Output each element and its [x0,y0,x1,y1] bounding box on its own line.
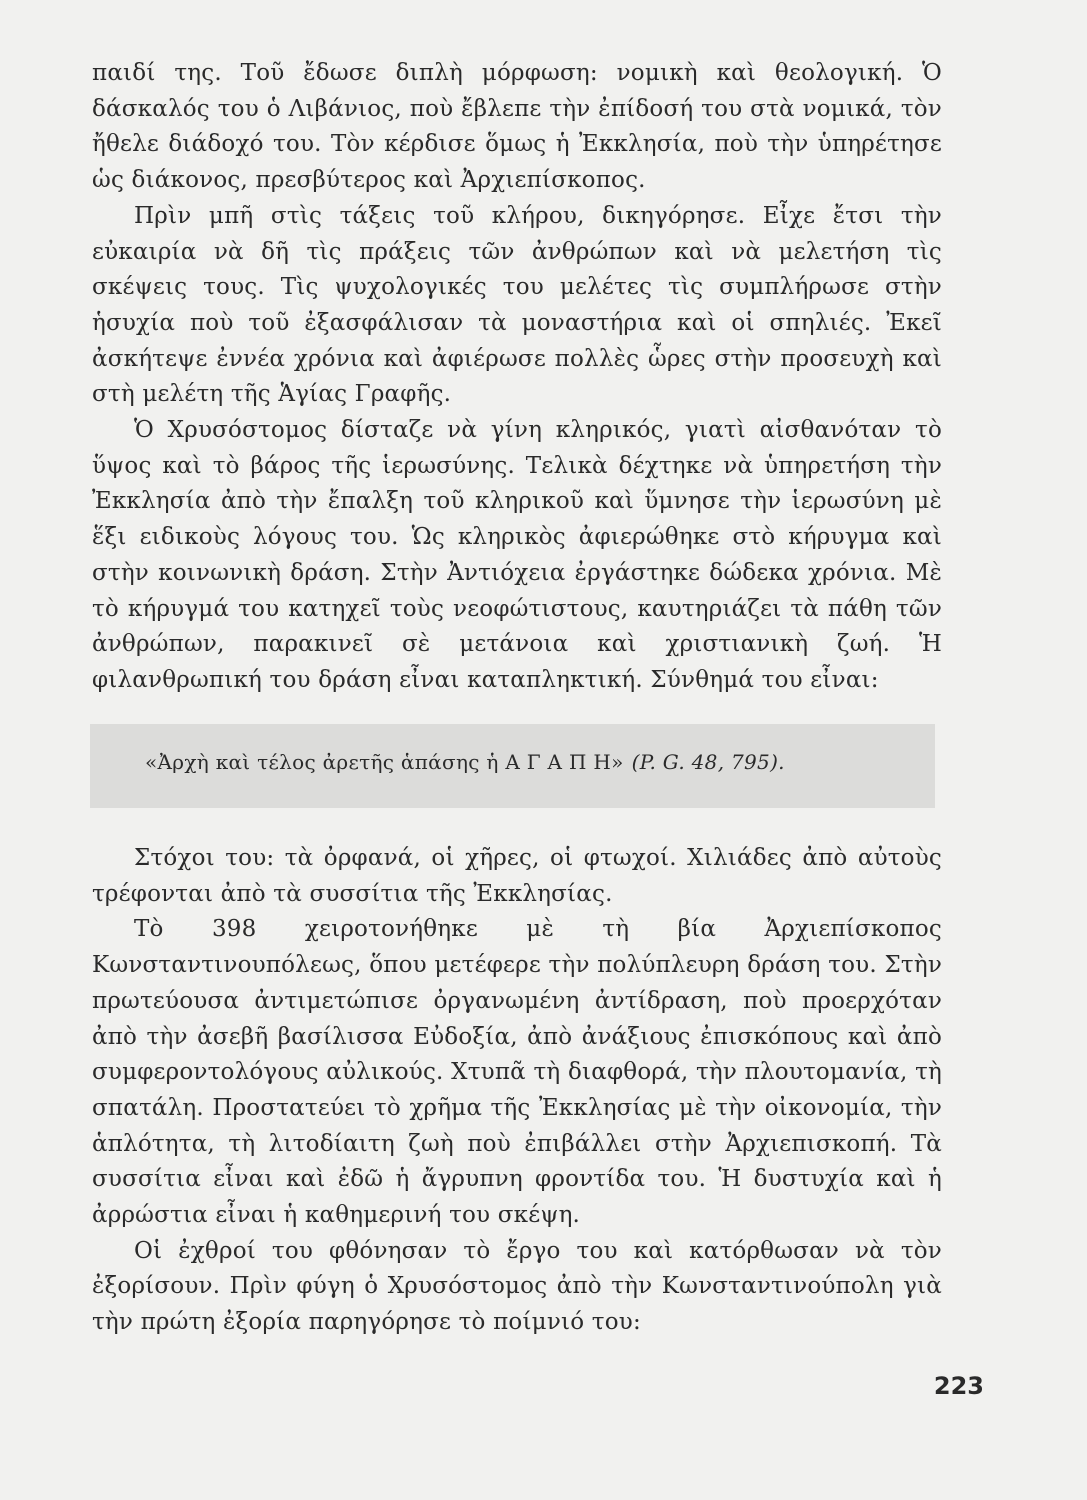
paragraph: Ὁ Χρυσόστομος δίσταζε νὰ γίνη κληρικός, γιατὶ αἰσθανόταν τὸ ὕψος καὶ τὸ βάρος τῆς ἱερωσύνης. Τελικὰ δέχτηκε νὰ ὑπηρετήση τὴν Ἐκκλησία ἀπὸ τὴν ἔπαλξη τοῦ κληρικοῦ καὶ ὕμνησε τὴν ἱερωσύνη μὲ ἕξι ειδικοὺς λόγους του. Ὡς κληρικὸς ἀφιερώθηκε στὸ κήρυγμα καὶ στὴν κοινωνικὴ δράση. Στὴν Ἀντιόχεια ἐργάστηκε δώδεκα χρόνια. Μὲ τὸ κήρυγμά του κατηχεῖ τοὺς νεοφώτιστους, καυτηριάζει τὰ πάθη τῶν ἀνθρώπων, παρακινεῖ σὲ μετάνοια καὶ χριστιανικὴ ζωή. Ἡ φιλανθρωπική του δράση εἶναι καταπληκτική. Σύνθημά του εἶναι: [92,417,942,693]
paragraph: Πρὶν μπῆ στὶς τάξεις τοῦ κλήρου, δικηγόρησε. Εἶχε ἔτσι τὴν εὐκαιρία νὰ δῆ τὶς πράξεις τῶν ἀνθρώπων καὶ νὰ μελετήση τὶς σκέψεις τους. Τὶς ψυχολογικές του μελέτες τὶς συμπλήρωσε στὴν ἡσυχία ποὺ τοῦ ἐξασφάλισαν τὰ μοναστήρια καὶ οἱ σπηλιές. Ἐκεῖ ἀσκήτεψε ἐννέα χρόνια καὶ ἀφιέρωσε πολλὲς ὧρες στὴν προσευχὴ καὶ στὴ μελέτη τῆς Ἁγίας Γραφῆς. [92,202,942,408]
text-block-top [92,56,942,699]
paragraph: Στόχοι του: τὰ ὀρφανά, οἱ χῆρες, οἱ φτωχοί. Χιλιάδες ἀπὸ αὐτοὺς τρέφονται ἀπὸ τὰ συσσίτια τῆς Ἐκκλησίας. [92,845,942,907]
text-block-bottom [92,841,942,1341]
page-number: 223 [933,1372,984,1400]
motto-quote [145,747,785,777]
paragraph: Οἱ ἐχθροί του φθόνησαν τὸ ἔργο του καὶ κατόρθωσαν νὰ τὸν ἐξορίσουν. Πρὶν φύγη ὁ Χρυσόστομος ἀπὸ τὴν Κωνσταντινούπολη γιὰ τὴν πρώτη ἐξορία παρηγόρησε τὸ ποίμνιό του: [92,1237,942,1336]
quote-reference: (P. G. 48, 795). [631,750,785,774]
paragraph: Τὸ 398 χειροτονήθηκε μὲ τὴ βία Ἀρχιεπίσκοπος Κωνσταντινουπόλεως, ὅπου μετέφερε τὴν πολύπλευρη δράση του. Στὴν πρωτεύουσα ἀντιμετώπισε ὀργανωμένη ἀντίδραση, ποὺ προερχόταν ἀπὸ τὴν ἀσεβῆ βασίλισσα Εὐδοξία, ἀπὸ ἀνάξιους ἐπισκόπους καὶ ἀπὸ συμφεροντολόγους αὐλικούς. Χτυπᾶ τὴ διαφθορά, τὴν πλουτομανία, τὴ σπατάλη. Προστατεύει τὸ χρῆμα τῆς Ἐκκλησίας μὲ τὴν οἰκονομία, τὴν ἁπλότητα, τὴ λιτοδίαιτη ζωὴ ποὺ ἐπιβάλλει στὴν Ἀρχιεπισκοπή. Τὰ συσσίτια εἶναι καὶ ἐδῶ ἡ ἄγρυπνη φροντίδα του. Ἡ δυστυχία καὶ ἡ ἀρρώστια εἶναι ἡ καθημερινή του σκέψη. [92,916,942,1229]
paragraph: παιδί της. Τοῦ ἔδωσε διπλὴ μόρφωση: νομικὴ καὶ θεολογική. Ὁ δάσκαλός του ὁ Λιβάνιος, ποὺ ἔβλεπε τὴν ἐπίδοσή του στὰ νομικά, τὸν ἤθελε διάδοχό του. Τὸν κέρδισε ὅμως ἡ Ἐκκλησία, ποὺ τὴν ὑπηρέτησε ὡς διάκονος, πρεσβύτερος καὶ Ἀρχιεπίσκοπος. [92,60,942,194]
quote-text: «Ἀρχὴ καὶ τέλος ἀρετῆς ἁπάσης ἡ Α Γ Α Π Η» [145,750,624,774]
